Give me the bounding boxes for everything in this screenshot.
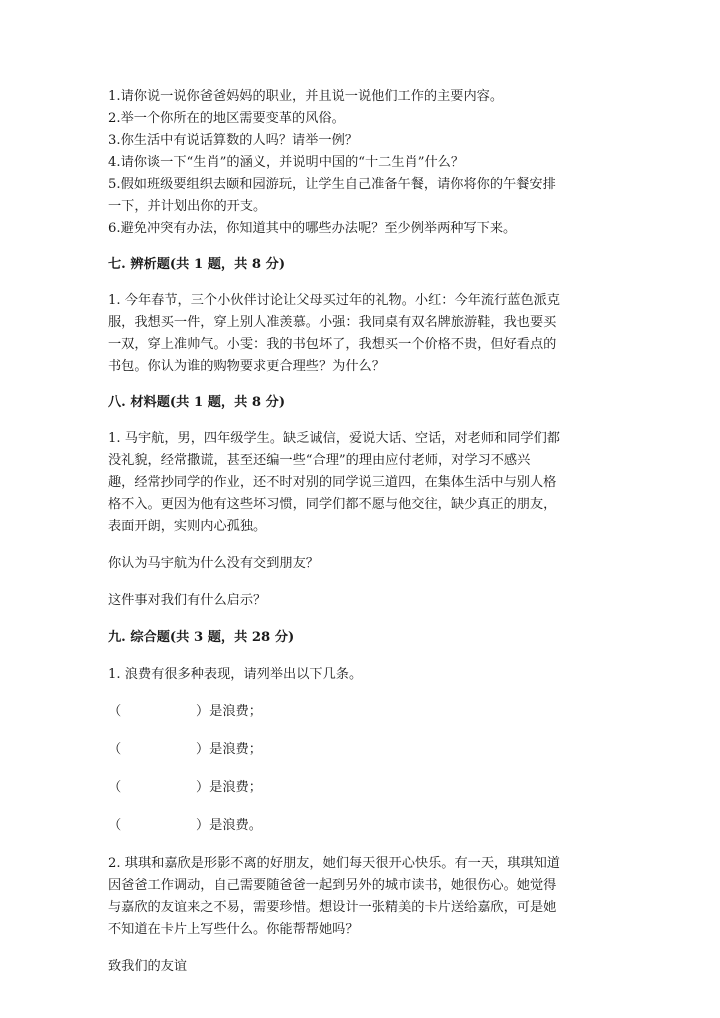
- blank-open-paren[interactable]: （: [108, 742, 122, 757]
- blank-open-paren[interactable]: （: [108, 704, 122, 719]
- section7-q1-line: 服，我想买一件，穿上别人准羡慕。小强：我同桌有双名牌旅游鞋，我也要买: [108, 315, 557, 330]
- section9-q2-line: 因爸爸工作调动，自己需要随爸爸一起到另外的城市读书，她很伤心。她觉得: [108, 878, 557, 893]
- section9-q2-line: 不知道在卡片上写些什么。你能帮帮她吗？: [108, 922, 359, 937]
- section7-q1-line: 1. 今年春节，三个小伙伴讨论让父母买过年的礼物。小红：今年流行蓝色派克: [108, 293, 560, 308]
- section6-question-4: 4.请你谈一下“生肖”的涵义，并说明中国的“十二生肖”什么？: [108, 155, 465, 170]
- section6-question-2: 2.举一个你所在的地区需要变革的风俗。: [108, 111, 345, 126]
- section7-q1-line: 书包。你认为谁的购物要求更合理些？为什么？: [108, 359, 385, 374]
- section7-q1-line: 一双，穿上准帅气。小雯：我的书包坏了，我想买一个价格不贵，但好看点的: [108, 337, 557, 352]
- blank-suffix: ）是浪费；: [196, 704, 262, 719]
- section6-question-5-line1: 5.假如班级要组织去颐和园游玩，让学生自己准备午餐，请你将你的午餐安排: [108, 177, 556, 192]
- blank-open-paren[interactable]: （: [108, 780, 122, 795]
- section8-q1-line: 没礼貌，经常撒谎，甚至还编一些“合理”的理由应付老师，对学习不感兴: [108, 453, 531, 468]
- waste-blank-row-3: [108, 777, 620, 799]
- section6-question-5-line2: 一下，并计划出你的开支。: [108, 199, 267, 214]
- section8-q1-line: 格不入。更因为他有这些坏习惯，同学们都不愿与他交往，缺少真正的朋友，: [108, 497, 557, 512]
- waste-blank-row-2: [108, 739, 620, 761]
- section7-heading: 七. 辨析题(共 1 题，共 8 分): [108, 257, 286, 272]
- section9-question-1: 1. 浪费有很多种表现，请列举出以下几条。: [108, 667, 363, 682]
- blank-open-paren[interactable]: （: [108, 818, 122, 833]
- section8-q1-line: 表面开朗，实则内心孤独。: [108, 519, 267, 534]
- section9-question-2: [108, 853, 620, 941]
- section8-prompt-1: 你认为马宇航为什么没有交到朋友？: [108, 556, 319, 571]
- section7-question-1: [108, 290, 620, 378]
- section9-q2-line: 与嘉欣的友谊来之不易，需要珍惜。想设计一张精美的卡片送给嘉欣，可是她: [108, 900, 557, 915]
- section8-heading: 八. 材料题(共 1 题，共 8 分): [108, 395, 286, 410]
- section6-question-3: 3.你生活中有说话算数的人吗？请举一例？: [108, 133, 358, 148]
- section8-q1-line: 趣，经常抄同学的作业，还不时对别的同学说三道四，在集体生活中与别人格: [108, 475, 557, 490]
- section8-question-1: [108, 428, 620, 538]
- section8-prompt-2: 这件事对我们有什么启示？: [108, 593, 267, 608]
- blank-suffix: ）是浪费。: [196, 818, 262, 833]
- blank-suffix: ）是浪费；: [196, 780, 262, 795]
- waste-blank-row-4: [108, 815, 620, 837]
- section9-heading: 九. 综合题(共 3 题，共 28 分): [108, 630, 295, 645]
- section8-q1-line: 1. 马宇航，男，四年级学生。缺乏诚信，爱说大话、空话，对老师和同学们都: [108, 431, 560, 446]
- section6-question-list: [108, 86, 620, 240]
- exam-page: [108, 86, 620, 978]
- section9-q2-line: 2. 琪琪和嘉欣是形影不离的好朋友，她们每天很开心快乐。有一天，琪琪知道: [108, 856, 560, 871]
- section6-question-6: 6.避免冲突有办法，你知道其中的哪些办法呢？至少例举两种写下来。: [108, 221, 517, 236]
- section6-question-1: 1.请你说一说你爸爸妈妈的职业，并且说一说他们工作的主要内容。: [108, 89, 504, 104]
- blank-suffix: ）是浪费；: [196, 742, 262, 757]
- card-title: 致我们的友谊: [108, 959, 188, 974]
- waste-blank-row-1: [108, 701, 620, 723]
